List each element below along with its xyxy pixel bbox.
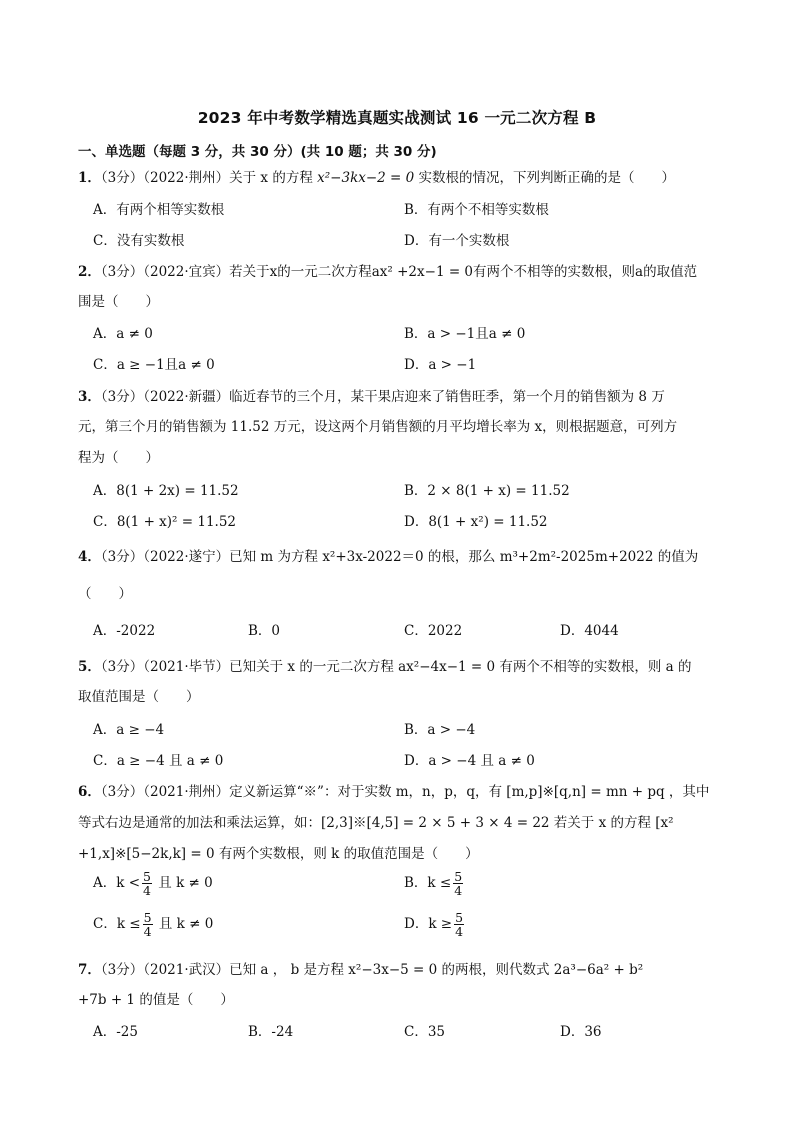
question-6-stem-cont: 等式右边是通常的加法和乘法运算，如：[2,3]※[4,5] = 2 × 5 + 3 × 4 = 22 若关于 x 的方程 [x² <box>78 815 674 831</box>
fraction: $\frac{5}{4}$ <box>143 910 152 939</box>
question-5-stem-cont: 取值范围是（ ） <box>78 689 200 705</box>
fraction: $\frac{5}{4}$ <box>455 910 464 939</box>
q5-option-d[interactable]: D．a > −4 且 a ≠ 0 <box>404 753 535 769</box>
fraction: $\frac{5}{4}$ <box>454 869 463 898</box>
q4-option-d[interactable]: D．4044 <box>560 623 619 639</box>
question-7-stem-cont: +7b + 1 的值是（ ） <box>78 992 234 1008</box>
q5-option-b[interactable]: B．a > −4 <box>404 722 476 738</box>
page-title: 2023 年中考数学精选真题实战测试 16 一元二次方程 B <box>197 109 597 127</box>
q6-option-c[interactable]: C．k ≤ $\frac{5}{4}$ 且 k ≠ 0 <box>93 910 214 939</box>
q2-option-b[interactable]: B．a > −1且a ≠ 0 <box>404 326 526 342</box>
q5-option-c[interactable]: C．a ≥ −4 且 a ≠ 0 <box>93 753 224 769</box>
q7-option-d[interactable]: D．36 <box>560 1024 602 1040</box>
q4-option-c[interactable]: C．2022 <box>404 623 463 639</box>
question-6-stem: 6．（3分）（2021·荆州）定义新运算“※”：对于实数 m，n，p，q，有 [m,p]※[q,n] = mn + pq ，其中 <box>78 784 710 800</box>
q1-option-b[interactable]: B．有两个不相等实数根 <box>404 202 549 218</box>
equation: x²−3kx−2 = 0 <box>317 170 415 186</box>
question-number: 5． <box>78 659 101 675</box>
question-4-stem-cont: （ ） <box>78 586 132 602</box>
q6-option-b[interactable]: B．k ≤ $\frac{5}{4}$ <box>404 869 463 898</box>
q3-option-c[interactable]: C．8(1 + x)² = 11.52 <box>93 514 237 530</box>
q7-option-c[interactable]: C．35 <box>404 1024 446 1040</box>
q1-option-d[interactable]: D．有一个实数根 <box>404 233 510 249</box>
question-number: 3． <box>78 389 101 405</box>
q3-option-a[interactable]: A．8(1 + 2x) = 11.52 <box>93 483 239 499</box>
q6-option-d[interactable]: D．k ≥ $\frac{5}{4}$ <box>404 910 464 939</box>
q2-option-c[interactable]: C．a ≥ −1且a ≠ 0 <box>93 357 215 373</box>
question-6-stem-cont: +1,x]※[5−2k,k] = 0 有两个实数根，则 k 的取值范围是（ ） <box>78 846 479 862</box>
question-2-stem: 2．（3分）（2022·宜宾）若关于x的一元二次方程ax² +2x−1 = 0有两个不相等的实数根，则a的取值范 <box>78 264 698 280</box>
q6-option-a[interactable]: A．k < $\frac{5}{4}$ 且 k ≠ 0 <box>93 869 213 898</box>
question-3-stem-cont: 元，第三个月的销售额为 11.52 万元，设这两个月销售额的月平均增长率为 x，则根据题意，可列方 <box>78 419 678 435</box>
fraction: $\frac{5}{4}$ <box>143 869 151 898</box>
q7-option-b[interactable]: B．-24 <box>248 1024 294 1040</box>
question-1-stem: 1．（3分）（2022·荆州）关于 x 的方程 x²−3kx−2 = 0 实数根的情况，下列判断正确的是（ ） <box>78 170 676 186</box>
question-4-stem: 4．（3分）（2022·遂宁）已知 m 为方程 x²+3x-2022＝0 的根，那么 m³+2m²-2025m+2022 的值为 <box>78 549 699 565</box>
q4-option-a[interactable]: A．-2022 <box>93 623 156 639</box>
q2-option-a[interactable]: A．a ≠ 0 <box>93 326 153 342</box>
q3-option-d[interactable]: D．8(1 + x²) = 11.52 <box>404 514 548 530</box>
question-7-stem: 7．（3分）（2021·武汉）已知 a ， b 是方程 x²−3x−5 = 0 的两根，则代数式 2a³−6a² + b² <box>78 962 644 978</box>
question-number: 2． <box>78 264 101 280</box>
q1-option-c[interactable]: C．没有实数根 <box>93 233 185 249</box>
question-number: 6． <box>78 784 101 800</box>
q7-option-a[interactable]: A．-25 <box>93 1024 138 1040</box>
question-3-stem: 3．（3分）（2022·新疆）临近春节的三个月，某干果店迎来了销售旺季，第一个月的销售额为 8 万 <box>78 389 665 405</box>
q2-option-d[interactable]: D．a > −1 <box>404 357 477 373</box>
q4-option-b[interactable]: B．0 <box>248 623 281 639</box>
question-5-stem: 5．（3分）（2021·毕节）已知关于 x 的一元二次方程 ax²−4x−1 = 0 有两个不相等的实数根，则 a 的 <box>78 659 692 675</box>
question-3-stem-cont: 程为（ ） <box>78 450 159 466</box>
section-heading: 一、单选题（每题 3 分，共 30 分）(共 10 题；共 30 分) <box>78 144 437 160</box>
q1-option-a[interactable]: A．有两个相等实数根 <box>93 202 225 218</box>
question-number: 1． <box>78 170 101 186</box>
q3-option-b[interactable]: B．2 × 8(1 + x) = 11.52 <box>404 483 570 499</box>
question-number: 7． <box>78 962 101 978</box>
question-2-stem-cont: 围是（ ） <box>78 294 159 310</box>
question-number: 4． <box>78 549 101 565</box>
q5-option-a[interactable]: A．a ≥ −4 <box>93 722 165 738</box>
